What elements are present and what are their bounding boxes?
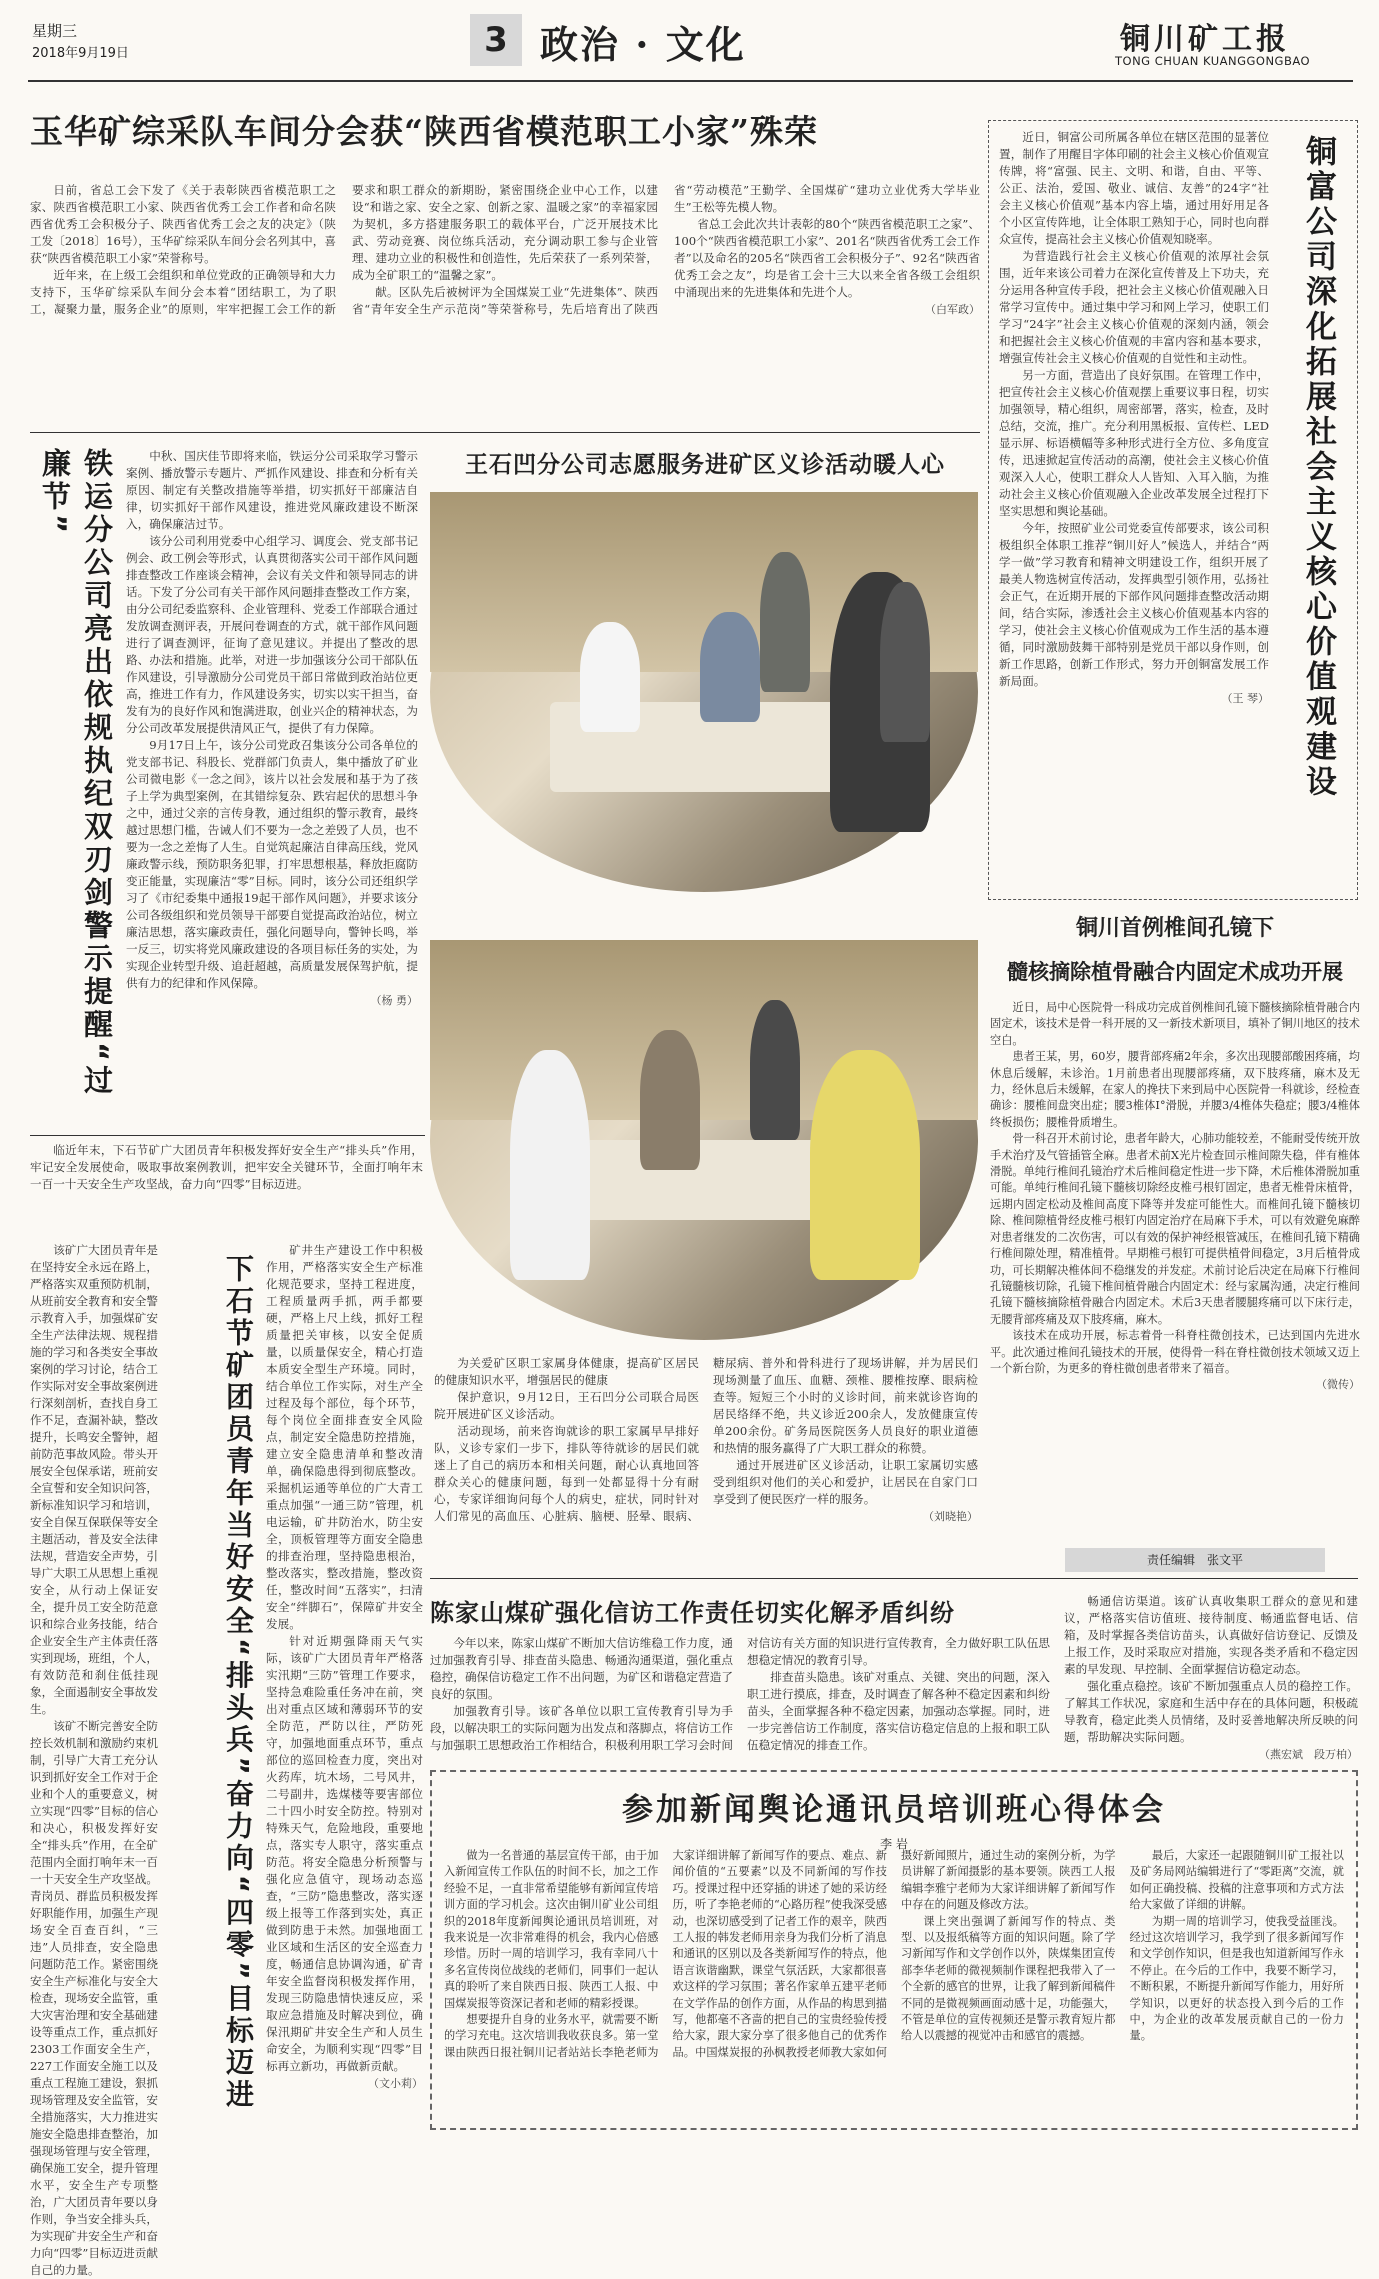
paragraph: 该技术在成功开展，标志着骨一科脊柱微创技术，已达到国内先进水平。此次通过椎间孔镜技术的开展，使得骨一科在脊柱微创技术领域又迈上一个新台阶，为更多的脊柱微创患者带来了福音。 [990,1329,1360,1375]
paragraph: 献。区队先后被树评为全国煤炭工业“先进集体”、陕西省“青年安全生产示范岗”等荣誉称号，先后培育出了陕西省“劳动模范”王勤学、全国煤矿“建功立业优秀大学毕业生”王松等先模人物。 [352,183,980,316]
article-title: 参加新闻舆论通讯员培训班心得体会 [622,1792,1166,1828]
byline: （微传） [1316,1378,1360,1392]
paragraph: 该矿广大团员青年是在坚持安全永远在路上，严格落实双重预防机制，从班前安全教育和安全警示教育入手，加强煤矿安全生产法律法规、规程措施的学习和各类安全事故案例的学习讨论，结合工作实际对安全事故案例进行深刻剖析，查找自身工作不足，查漏补缺，整改提升，长鸣安全警钟，超前防范事故风险。带头开展安全包保承诺，班前安全宣誓和安全知识问答，新标准知识学习和培训，安全自保互保联保等安全主题活动，普及安全法律法规，营造安全声势，引导广大职工从思想上重视安全，从行动上保证安全，提升员工安全防范意识和综合业务技能，结合企业安全生产主体责任落实到现场，班组，个人，有效防范和刹住低挂现象，全面遏制安全事故发生。 [30,1243,158,1716]
paragraph: 通过开展进矿区义诊活动，让职工家属切实感受到组织对他们的关心和爱护，让居民在自家门口享受到了便民医疗一样的服务。 [713,1458,978,1506]
paragraph: 该矿不断完善安全防控长效机制和激励约束机制，引导广大青工充分认识到抓好安全工作对于企业和个人的重要意义，树立实现“四零”目标的信心和决心，积极发挥好安全“排头兵”作用，在全矿范围内全面打响年末一百一十天安全生产攻坚战。青岗员、群监员积极发挥好职能作用，加强生产现场安全百查百纠，“三违”人员排查，安全隐患问题防范工作。紧密围绕安全生产标准化与安全大检查，现场安全监管，重大灾害治理和安全基础建设等重点工作，重点抓好2303工作面安全生产，227工作面安全施工以及重点工程施工建设，狠抓现场管理及安全监管，安全措施落实，大力推进实施安全隐患排查整治，加强现场管理与安全管理，确保施工安全，提升管理水平，安全生产专项整治，广大团员青年要以身作则，争当安全排头兵，为实现矿井安全生产和奋力向“四零”目标迈进贡献自己的力量。 [30,1719,158,2277]
article-title-line2: 髓核摘除植骨融合内固定术成功开展 [1007,960,1343,984]
editor-credit: 责任编辑 张文平 [1065,1548,1325,1572]
article-body [990,1000,1360,1520]
article-yuhua [30,108,980,428]
page-number: 3 [470,14,522,66]
paragraph: 省总工会此次共计表彰的80个“陕西省模范职工之家”、100个“陕西省模范职工小家”、201名“陕西省优秀工会工作者”以及命名的205名“陕西省工会积极分子”、92名“陕西省优秀工会之友”，均是省工会十三大以来全省各级工会组织中涌现出来的先进集体和先进个人。 [674,217,980,299]
paragraph: 为期一周的培训学习，使我受益匪浅。经过这次培训学习，我学到了很多新闻写作和文学创作知识，但是我也知道新闻写作永不停止。在今后的工作中，我要不断学习，不断积累，不断提升新闻写作能力，用好所学知识，以更好的状态投入到今后的工作中，为企业的改革发展贡献自己的一份力量。 [1129,1914,1344,2043]
article-body-right [266,1242,423,2120]
masthead-rule [28,80,1353,82]
paragraph: 临近年末，下石节矿广大团员青年积极发挥好安全生产“排头兵”作用，牢记安全发展使命，吸取事故案例教训，把牢安全关键环节，全面打响年末一百一十天安全生产攻坚战，奋力向“四零”目标迈进。 [30,1143,423,1191]
paragraph: 强化重点稳控。该矿不断加强重点人员的稳控工作。了解其工作状况，家庭和生活中存在的具体问题，积极疏导教育，稳定此类人员情绪，及时妥善地解决所反映的问题，帮助解决实际问题。 [1064,1679,1358,1744]
paragraph: 为营造践行社会主义核心价值观的浓厚社会氛围，近年来该公司着力在深化宣传普及上下功夫，充分运用各种宣传手段，把社会主义核心价值观融入日常学习宣传中。通过集中学习和网上学习，使职工们学习“24字”社会主义核心价值观的深刻内涵，领会和把握社会主义核心价值观的丰富内容和基本要求，增强宣传社会主义核心价值观的自觉性和主动性。 [999,249,1269,365]
byline: （白军政） [925,303,980,316]
article-title: 王石凹分公司志愿服务进矿区义诊活动暖人心 [465,452,945,478]
byline: （王 琴） [1221,692,1269,705]
paragraph: 保护意识，9月12日，王石凹分公司联合局医院开展进矿区义诊活动。 [434,1390,699,1421]
byline: （杨 勇） [370,994,418,1007]
paragraph: 患者王某，男，60岁，腰背部疼痛2年余，多次出现腰部酸困疼痛，均休息后缓解，未诊治。1月前患者出现腰部疼痛，双下肢疼痛，麻木及无力，经休息后未缓解，在家人的搀扶下来到局中心医院骨一科就诊，经检查确诊：腰椎间盘突出症；腰3椎体Ⅰ°滑脱，并腰3/4椎体失稳症；腰3/4椎体终板损伤；腰椎骨质增生。 [990,1050,1360,1129]
article-title: 铜富公司深化拓展社会主义核心价值观建设 [1300,135,1336,800]
divider [30,1135,425,1136]
paragraph: 近日，局中心医院骨一科成功完成首例椎间孔镜下髓核摘除植骨融合内固定术，该技术是骨一科开展的又一新技术新项目，填补了铜川地区的技术空白。 [990,1001,1360,1047]
byline: （文小莉） [368,2077,423,2090]
article-training-reflection [430,1770,1358,2130]
paragraph: 近年来，在上级工会组织和单位党政的正确领导和大力支持下，玉华矿综采队车间分会本着“团结职工，为了职工，凝聚力量，服务企业”的原则，牢牢把握工会工作的新要求和职工群众的新期盼，紧密围绕企业中心工作，以建设“和谐之家、安全之家、创新之家、温暖之家”的幸福家园为契机，多方搭建服务职工的载体平台，广泛开展技术比武、劳动竞赛、岗位练兵活动，充分调动职工参与企业管理、建功立业的积极性和创造性，先后荣获了一系列荣誉，成为全矿职工的“温馨之家”。 [30,183,658,316]
article-body [30,1142,423,1242]
paragraph: 9月17日上午，该分公司党政召集该分公司各单位的党支部书记、科股长、党群部门负责人，集中播放了矿业公司微电影《一念之间》，该片以社会发展和基于为了孩子上学为典型案例，在其错综复杂、跌宕起伏的思想斗争之中，通过父亲的言传身教，通过组织的警示教育，最终越过思想门槛，告诫人们不要为一念之差毁了人员，也不要为一念之差悔了人生。自觉筑起廉洁自律高压线，党风廉政警示线，预防职务犯罪，打牢思想根基，释放拒腐防变正能量，实现廉洁“零”目标。同时，该分公司还组织学习了《市纪委集中通报19起干部作风问题》，并要求该分公司各级组织和党员领导干部要自觉提高政治站位，树立廉洁思想，落实廉政责任，强化问题导向，警钟长鸣，举一反三，切实将党风廉政建设的各项目标任务的实处，为实现企业转型升级、追赶超越，高质量发展保驾护航，提供有力的纪律和作风保障。 [126,738,418,990]
paragraph: 排查苗头隐患。该矿对重点、关键、突出的问题，深入职工进行摸底，排查，及时调查了解各种不稳定因素和纠纷苗头，全面掌握各种不稳定因素，加强动态掌握。同时，进一步完善信访工作制度，落实信访稳定信息的上报和职工队伍稳定情况的排查工作。 [747,1670,1050,1752]
photo-caption: 为关爱矿区职工家属身体健康，提高矿区居民的健康知识水平，增强居民的健康 [434,1356,699,1387]
divider [30,432,980,433]
article-chenjiashan [430,1585,1358,1765]
photo-volunteer-clinic-1 [430,492,978,892]
paragraph: 针对近期强降雨天气实际，该矿广大团员青年严格落实汛期“三防”管理工作要求，坚持急难险重任务冲在前，突出对重点区域和薄弱环节的安全防范，严防以往，严防死守，加强地面重点环节，重点部位的巡回检查力度，突出对火药库，坑木场，二号风井，二号副井，选煤楼等要害部位二十四小时安全防控。特别对特殊天气，危险地段，重要地点，落实专人职守，落实重点防范。将安全隐患分析预警与强化应急值守，现场动态巡查，“三防”隐患整改，落实逐级上报等工作落到实处，真正做到防患于未然。加强地面工业区域和生活区的安全巡查力度，畅通信息协调沟通，矿青年安全监督岗积极发挥作用，发现三防隐患情快速反应，采取应急措施及时解决到位，确保汛期矿井安全生产和人员生命安全，为顺利实现“四零”目标再立新功，再做新贡献。 [266,1634,423,2073]
article-body [434,1355,978,1565]
article-body [999,129,1269,889]
paragraph: 畅通信访渠道。该矿认真收集职工群众的意见和建议，严格落实信访值班、接待制度、畅通监督电话、信箱，及时掌握各类信访苗头，认真做好信访登记、反馈及上报工作，及时采取应对措施，实现各类矛盾和不稳定因素的早发现、早控制、全面掌握信访稳定动态。 [1064,1594,1358,1676]
article-title: 陈家山煤矿强化信访工作责任切实化解矛盾纠纷 [430,1599,955,1627]
paragraph: 近日，铜富公司所属各单位在辖区范围的显著位置，制作了用醒目字体印刷的社会主义核心价值观宣传牌，将“富强、民主、文明、和谐，自由、平等、公正、法治，爱国、敬业、诚信、友善”的24字“社会主义核心价值观”基本内容上墙，通过用好用足各个小区宣传阵地，让全体职工熟知于心，同时也向群众宣传，提高社会主义核心价值观知晓率。 [999,130,1269,246]
article-body [30,182,980,412]
article-body-right [1064,1593,1358,1761]
article-body [126,448,418,1128]
article-body [430,1635,1050,1760]
paragraph: 想要提升自身的业务水平，就需要不断的学习充电。这次培训我收获良多。第一堂课由陕西日报社铜川记者站站长李艳老师为大家详细讲解了新闻写作的要点、难点、新闻价值的“五要素”以及不同新闻的写作技巧。授课过程中还穿插的讲述了她的采访经历，听了李艳老师的“心路历程”使我深受感动，也深切感受到了记者工作的艰辛，陕西工人报的韩发老师用亲身为我们分析了消息和通讯的区别以及各类新闻写作的特点，他语言诙谐幽默，课堂气氛活跃，大家都很喜欢这样的学习氛围；著名作家单五建平老师在文学作品的创作方面，从作品的构思到描写，他都毫不吝啬的把自己的宝贵经验传授给大家，跟大家分享了很多他自己的优秀作品。中国煤炭报的孙枫教授老师教大家如何摄好新闻照片，通过生动的案例分析，为学员讲解了新闻摄影的基本要领。陕西工人报编辑李雅宁老师为大家详细讲解了新闻写作中存在的问题及修改方法。 [444,1849,1116,2059]
paragraph: 骨一科召开术前讨论，患者年龄大，心肺功能较差，不能耐受传统开放手术治疗及气管插管全麻。患者术前X光片检查回示椎间隙失稳，伴有椎体滑脱。单纯行椎间孔镜治疗术后椎间稳定性进一步下降，术后椎体滑脱加重可能。单纯行椎间孔镜下髓核切除经皮椎弓根钉固定，患者无椎骨床植骨，远期内固定松动及椎间高度下降等并发症可能性大。而椎间孔镜下髓核切除、椎间隙植骨经皮椎弓根钉内固定治疗在局麻下手术，可以有效避免麻醉对患者继发的二次伤害，可以有效的保护神经根管减压，在椎间孔镜下精确行椎间隙处理，精准植骨。早期椎弓根钉可提供植骨间稳定，3月后植骨成功，可长期解决椎体间不稳继发的并发症。术前讨论后决定在局麻下行椎间孔镜髓核切除，孔镜下椎间植骨融合内固定术：经与家属沟通，决定行椎间孔镜下髓核摘除植骨融合内固定术。术后3天患者腰腿疼痛可以下床行走，无腰背部疼痛及双下肢疼痛，麻木。 [990,1132,1360,1326]
divider [430,1578,1358,1579]
paragraph: 加强教育引导。该矿各单位以职工宣传教育引导为手段，以解决职工的实际问题为出发点和落脚点，将信访工作与加强职工思想政治工作相结合，积极利用职工学习会时间对信访有关方面的知识进行宣传教育，全力做好职工队伍思想稳定情况的教育引导。 [430,1636,1050,1752]
paragraph: 日前，省总工会下发了《关于表彰陕西省模范职工之家、陕西省模范职工小家、陕西省优秀工会工作者和命名陕西省优秀工会积极分子、陕西省优秀工会之友的决定》（陕工发〔2018〕16号），玉华矿综采队车间分会名列其中，喜获“陕西省模范职工小家”荣誉称号。 [30,183,336,265]
article-body [444,1848,1344,2126]
article-author: 李 岩 [880,1837,908,1851]
byline: （刘晓艳） [923,1510,978,1523]
paragraph: 活动现场，前来咨询就诊的职工家属早早排好队，义诊专家们一步下，排队等待就诊的居民们就迷上了自己的病历本和相关问题，耐心认真地回答群众关心的健康问题，每到一处都显得十分有耐心，专家详细询问每个人的病史，症状，同时针对人们常见的高血压、心脏病、脑梗、胫晕、眼病、糖尿病、普外和骨科进行了现场讲解，并为居民们现场测量了血压、血糖、颈椎、腰椎按摩、眼病检查等。短短三个小时的义诊时间，前来就诊咨询的居民络绎不绝，共义诊近200余人，发放健康宣传单200余份。矿务局医院医务人员良好的职业道德和热情的服务赢得了广大职工群众的称赞。 [434,1356,978,1523]
paper-pinyin: TONG CHUAN KUANGGONGBAO [1115,54,1311,68]
byline: （燕宏斌 段万柏） [1259,1748,1358,1761]
article-wangshiao [430,440,980,1570]
paragraph: 做为一名普通的基层宣传干部，由于加入新闻宣传工作队伍的时间不长，加之工作经验不足，一直非常希望能够有新闻宣传培训方面的学习机会。这次由铜川矿业公司组织的2018年度新闻舆论通讯员培训班，对我来说是一次非常难得的机会，我内心倍感珍惜。历时一周的培训学习，我有幸同八十多名宣传岗位战线的老师们，同事们一起认真的聆听了来自陕西日报、陕西工人报、中国煤炭报等资深记者和老师的精彩授课。 [444,1849,659,2010]
article-body-left [30,1242,158,2277]
article-tongfu [988,120,1358,900]
article-title: 玉华矿综采队车间分会获“陕西省模范职工小家”殊荣 [30,112,818,151]
section-title: 政治 · 文化 [540,22,746,67]
article-xiashijie [30,1142,425,2277]
paragraph: 另一方面，营造出了良好氛围。在管理工作中，把宣传社会主义核心价值观摆上重要议事日程，切实加强领导，精心组织，周密部署，落实，检查，及时总结，交流，推广。充分利用黑板报、宣传栏、LED显示屏、标语横幅等多种形式进行全方位、多角度宣传，迅速掀起宣传活动的高潮，使社会主义核心价值观深入人心，使职工群众人人皆知、入耳入脑，为推动社会主义核心价值观融入企业改革发展全过程打下坚实思想和舆论基础。 [999,368,1269,518]
photo-volunteer-clinic-2 [430,940,978,1340]
paragraph: 课上突出强调了新闻写作的特点、类型、以及报纸稿等方面的知识问题。除了学习新闻写作和文学创作以外，陕煤集团宣传部李华老师的微视频制作课程把我带入了一个全新的感官的世界，让我了解到新闻稿件不同的是微视频画面动感十足，功能强大，不管是单位的宣传视频还是警示教育短片都给人以震撼的视觉冲击和感官的震撼。 [901,1914,1116,2043]
paragraph: 今年，按照矿业公司党委宣传部要求，该公司积极组织全体职工推荐“铜川好人”候选人，并结合“两学一做”学习教育和精神文明建设工作，组织开展了最美人物选树宣传活动，发挥典型引领作用，弘扬社会正气，在近期开展的下部作风问题排查整改活动期间，结合实际，渗透社会主义核心价值观基本内容的学习，使社会主义核心价值观成为工作生活的基本遵循，同时激励鼓舞干部特别是党员干部以身作则，创新工作思路，创新工作形式，努力开创铜富发展工作新局面。 [999,521,1269,688]
article-spine-surgery [990,905,1360,1545]
article-title: 铁运分公司亮出依规执纪双刃剑警示提醒“过廉节” [38,448,114,1099]
paragraph: 中秋、国庆佳节即将来临，铁运分公司采取学习警示案例、播放警示专题片、严抓作风建设、排查和分析有关原因、制定有关整改措施等举措，切实抓好干部廉洁自律，切实抓好干部作风建设，推进党风廉政建设不断深入，确保廉洁过节。 [126,449,418,531]
paragraph: 该分公司利用党委中心组学习、调度会、党支部书记例会、政工例会等形式，认真贯彻落实公司干部作风问题排查整改工作座谈会精神，会议有关文件和领导同志的讲话。下发了分公司有关干部作风问题排查整改工作方案，由分公司纪委监察科、企业管理科、党委工作部联合通过发放调查测评表，开展问卷调查的方式，就干部作风问题进行了调查测评，征询了意见建议。并提出了整改的思路、办法和措施。此举，对进一步加强该分公司干部队伍作风建设，引导激励分公司党员干部日常做到政治站位更高，推进工作有力，作风建设务实，切实以实干担当，奋发有为的良好作风和饱满进取，创业兴企的精神状态，为分公司改革发展提供清风正气，提供了有力保障。 [126,534,418,735]
article-title: 下石节矿团员青年当好安全“排头兵”奋力向“四零”目标迈进 [222,1254,255,2112]
paper-name: 铜川矿工报 [1120,22,1290,57]
paragraph: 今年以来，陈家山煤矿不断加大信访维稳工作力度，通过加强教育引导、排查苗头隐患、畅通沟通渠道，强化重点稳控，确保信访稳定工作不出问题，为矿区和谐稳定营造了良好的氛围。 [430,1636,733,1701]
article-tieyun [30,440,420,1130]
masthead [0,0,1379,80]
article-title-line1: 铜川首例椎间孔镜下 [1075,916,1274,941]
paragraph: 最后，大家还一起跟随铜川矿工报社以及矿务局网站编辑进行了“零距离”交流，就如何正确投稿、投稿的注意事项和方式方法给大家做了详细的讲解。 [1129,1849,1344,1912]
weekday: 星期三 [32,22,78,40]
issue-date: 2018年9月19日 [32,46,129,61]
paragraph: 矿井生产建设工作中积极作用，严格落实安全生产标准化规范要求，坚持工程进度，工程质量两手抓，两手都要硬，严格上尺上线，抓好工程质量把关审核，以安全促质量，以质量保安全，精心打造本质安全型生产环境。同时，结合单位工作实际，对生产全过程及每个部位，每个环节，每个岗位全面排查安全风险点，制定安全隐患防控措施，建立安全隐患清单和整改清单，确保隐患得到彻底整改。采掘机运通等单位的广大青工重点加强“一通三防”管理，机电运输，矿井防治水，防尘安全，顶板管理等方面安全隐患的排查治理，坚持隐患根治，整改落实，整改措施，整改资任，整改时间“五落实”，扫清安全“绊脚石”，保障矿井安全发展。 [266,1243,423,1631]
